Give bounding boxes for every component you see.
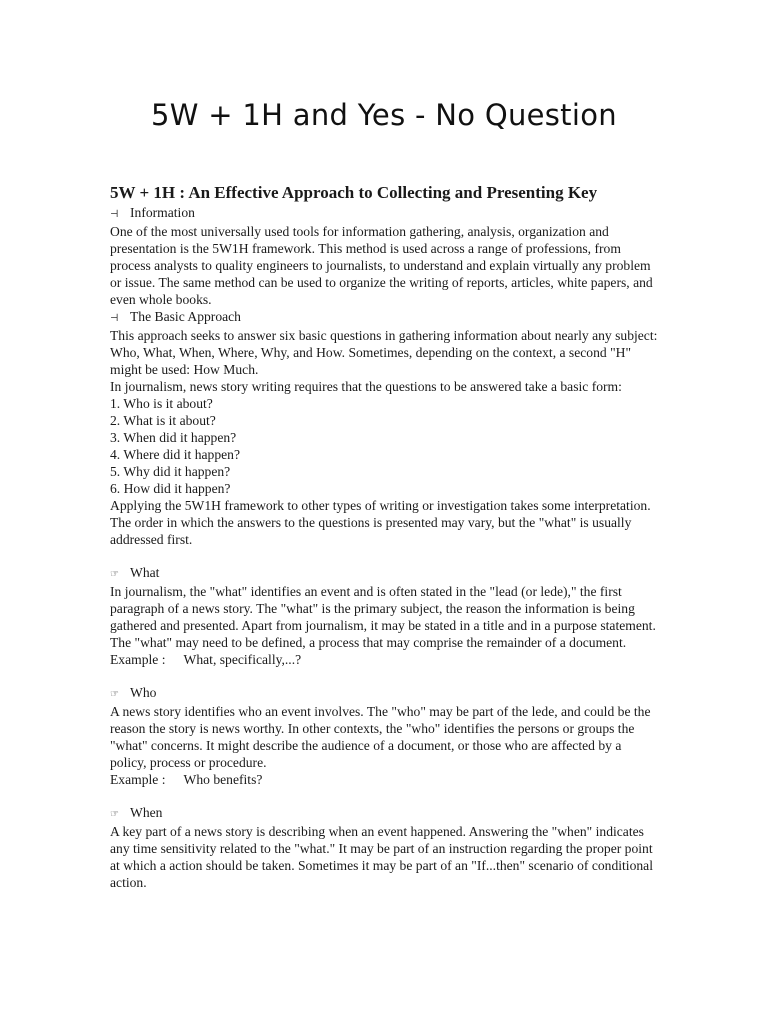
bullet-label: The Basic Approach [130, 309, 241, 324]
bullet-basic-approach [110, 308, 658, 327]
question-list [110, 395, 658, 497]
bullet-information [110, 204, 658, 223]
list-item: 6. How did it happen? [110, 481, 231, 496]
bullet-label: Information [130, 205, 195, 220]
example-label: Example : [110, 652, 166, 667]
list-item: 2. What is it about? [110, 413, 216, 428]
document-title: 5W + 1H and Yes - No Question [151, 98, 617, 132]
pointing-hand-icon: ☞ [110, 689, 119, 700]
bullet-mark-icon: ⊣ [110, 313, 119, 324]
journalism-paragraph: In journalism, news story writing requires that the questions to be answered take a basic form: [110, 379, 622, 394]
bullet-who [110, 684, 658, 703]
when-paragraph: A key part of a news story is describing when an event happened. Answering the "when" indicates any time sensitivity related to the "what." It may be part of an instruction regarding the proper point at which a action should be taken. Sometimes it may be part of an "If...then" scenario of conditional action. [110, 824, 653, 890]
what-paragraph: In journalism, the "what" identifies an event and is often stated in the "lead (or lede)," the first paragraph of a news story. The "what" is the primary subject, the reason the information is being gathered and presented. Apart from journalism, it may be stated in a title and in a purpose statement. The "what" may need to be defined, a process that may comprise the remainder of a document. [110, 584, 656, 650]
list-item: 5. Why did it happen? [110, 464, 231, 479]
section-heading: 5W + 1H : An Effective Approach to Collecting and Presenting Key [110, 183, 598, 202]
document-body [110, 182, 658, 891]
bullet-what [110, 564, 658, 583]
bullet-label: What [130, 565, 160, 580]
approach-paragraph: This approach seeks to answer six basic questions in gathering information about nearly any subject: Who, What, When, Where, Why, and How. Sometimes, depending on the context, a second "H" might be used: How Much. [110, 328, 658, 377]
bullet-mark-icon: ⊣ [110, 209, 119, 220]
list-item: 1. Who is it about? [110, 396, 213, 411]
bullet-when [110, 804, 658, 823]
who-paragraph: A news story identifies who an event involves. The "who" may be part of the lede, and could be the reason the story is news worthy. In other contexts, the "who" identifies the persons or groups the "what" concerns. It might describe the audience of a document, or those who are affected by a policy, process or procedure. [110, 704, 651, 770]
pointing-hand-icon: ☞ [110, 569, 119, 580]
bullet-label: Who [130, 685, 157, 700]
bullet-label: When [130, 805, 163, 820]
example-label: Example : [110, 772, 166, 787]
list-item: 3. When did it happen? [110, 430, 237, 445]
list-item: 4. Where did it happen? [110, 447, 240, 462]
example-value: Who benefits? [183, 772, 263, 787]
intro-paragraph: One of the most universally used tools for information gathering, analysis, organization and presentation is the 5W1H framework. This method is used across a range of professions, from process analysts to quality engineers to journalists, to understand and explain virtually any problem or issue. The same method can be used to organize the writing of reports, articles, white papers, and even whole books. [110, 224, 653, 307]
applying-paragraph: Applying the 5W1H framework to other types of writing or investigation takes some interpretation. The order in which the answers to the questions is presented may vary, but the "what" is usually addressed first. [110, 498, 651, 547]
who-example [110, 771, 658, 788]
example-value: What, specifically,...? [183, 652, 302, 667]
pointing-hand-icon: ☞ [110, 809, 119, 820]
what-example [110, 651, 658, 668]
